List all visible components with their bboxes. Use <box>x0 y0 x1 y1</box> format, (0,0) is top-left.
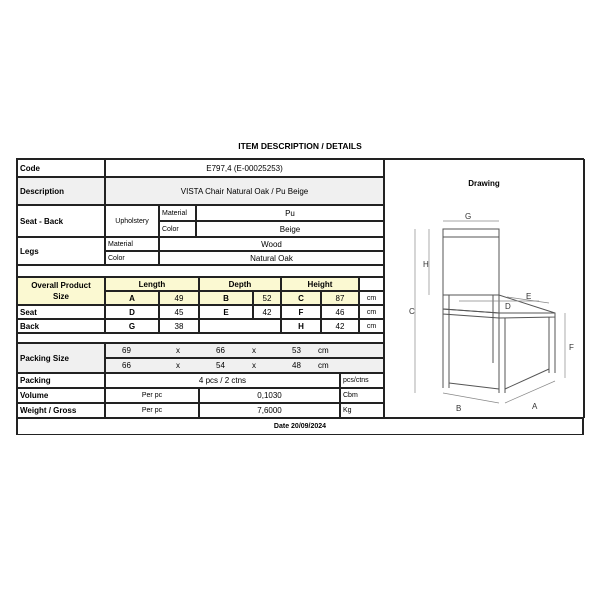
seat-unit: cm <box>359 305 384 319</box>
legs-material-label: Material <box>105 237 159 251</box>
legs-color-value: Natural Oak <box>159 251 384 265</box>
pack2-height: 48 <box>292 361 301 370</box>
dim-g-label: G <box>105 319 159 333</box>
overall-size-label-line2: Size <box>52 292 69 301</box>
dim-c-label: C <box>281 291 321 305</box>
overall-size-label <box>17 277 105 305</box>
date-footer: Date 20/09/2024 <box>17 418 583 434</box>
pack1-width: 66 <box>216 346 225 355</box>
height-header: Height <box>281 277 359 291</box>
pack1-x1: x <box>176 346 180 355</box>
pack2-unit: cm <box>318 361 329 370</box>
page-title: ITEM DESCRIPTION / DETAILS <box>238 141 362 151</box>
legs-color-label: Color <box>105 251 159 265</box>
pack2-length: 66 <box>122 361 131 370</box>
upholstery-label: Upholstery <box>105 205 159 237</box>
drawing-label-b: B <box>456 404 462 413</box>
dim-c-value: 87 <box>321 291 359 305</box>
packing-unit: pcs/ctns <box>340 373 384 388</box>
dim-h-value: 42 <box>321 319 359 333</box>
dim-f-label: F <box>281 305 321 319</box>
code-value: E797,4 (E-00025253) <box>105 159 384 177</box>
pack1-x2: x <box>252 346 256 355</box>
dim-g-value: 38 <box>159 319 199 333</box>
chair-drawing <box>389 213 579 413</box>
dim-e-label: E <box>199 305 253 319</box>
legs-material-value: Wood <box>159 237 384 251</box>
drawing-label-f: F <box>569 343 574 352</box>
length-header: Length <box>105 277 199 291</box>
drawing-title: Drawing <box>468 179 500 188</box>
dim-b-label: B <box>199 291 253 305</box>
description-value: VISTA Chair Natural Oak / Pu Beige <box>105 177 384 205</box>
legs-label: Legs <box>17 237 105 265</box>
drawing-label-e: E <box>526 292 532 301</box>
seat-dim-label: Seat <box>17 305 105 319</box>
dim-d-value: 45 <box>159 305 199 319</box>
drawing-label-a: A <box>532 402 538 411</box>
volume-per: Per pc <box>105 388 199 403</box>
dim-a-label: A <box>105 291 159 305</box>
weight-value: 7,6000 <box>199 403 340 418</box>
volume-label: Volume <box>17 388 105 403</box>
drawing-label-d: D <box>505 302 511 311</box>
dim-b-value: 52 <box>253 291 281 305</box>
overall-size-label-line1: Overall Product <box>31 281 91 290</box>
seat-color-value: Beige <box>196 221 384 237</box>
weight-per: Per pc <box>105 403 199 418</box>
packing-size-label: Packing Size <box>17 343 105 373</box>
dim-a-value: 49 <box>159 291 199 305</box>
seat-material-label: Material <box>159 205 196 221</box>
seat-material-value: Pu <box>196 205 384 221</box>
chair-backrest <box>443 229 499 295</box>
drawing-label-h: H <box>423 260 429 269</box>
overall-unit: cm <box>359 291 384 305</box>
back-unit: cm <box>359 319 384 333</box>
volume-value: 0,1030 <box>199 388 340 403</box>
item-details-sheet <box>16 158 584 435</box>
pack2-x1: x <box>176 361 180 370</box>
dim-f-value: 46 <box>321 305 359 319</box>
dim-header-spacer <box>359 277 384 291</box>
dim-e-value: 42 <box>253 305 281 319</box>
code-label: Code <box>17 159 105 177</box>
pack2-width: 54 <box>216 361 225 370</box>
packing-size-row-2 <box>105 358 384 373</box>
seat-color-label: Color <box>159 221 196 237</box>
drawing-label-c: C <box>409 307 415 316</box>
pack2-x2: x <box>252 361 256 370</box>
packing-size-row-1 <box>105 343 384 358</box>
description-label: Description <box>17 177 105 205</box>
depth-header: Depth <box>199 277 281 291</box>
packing-label: Packing <box>17 373 105 388</box>
pack1-length: 69 <box>122 346 131 355</box>
packing-value: 4 pcs / 2 ctns <box>105 373 340 388</box>
back-empty-cell <box>199 319 281 333</box>
dim-d-label: D <box>105 305 159 319</box>
back-dim-label: Back <box>17 319 105 333</box>
spacer-row-2 <box>17 333 384 343</box>
weight-unit: Kg <box>340 403 384 418</box>
seat-back-label: Seat - Back <box>17 205 105 237</box>
volume-unit: Cbm <box>340 388 384 403</box>
pack1-unit: cm <box>318 346 329 355</box>
pack1-height: 53 <box>292 346 301 355</box>
dim-h-label: H <box>281 319 321 333</box>
drawing-label-g: G <box>465 213 472 221</box>
weight-label: Weight / Gross <box>17 403 105 418</box>
spacer-row <box>17 265 384 277</box>
